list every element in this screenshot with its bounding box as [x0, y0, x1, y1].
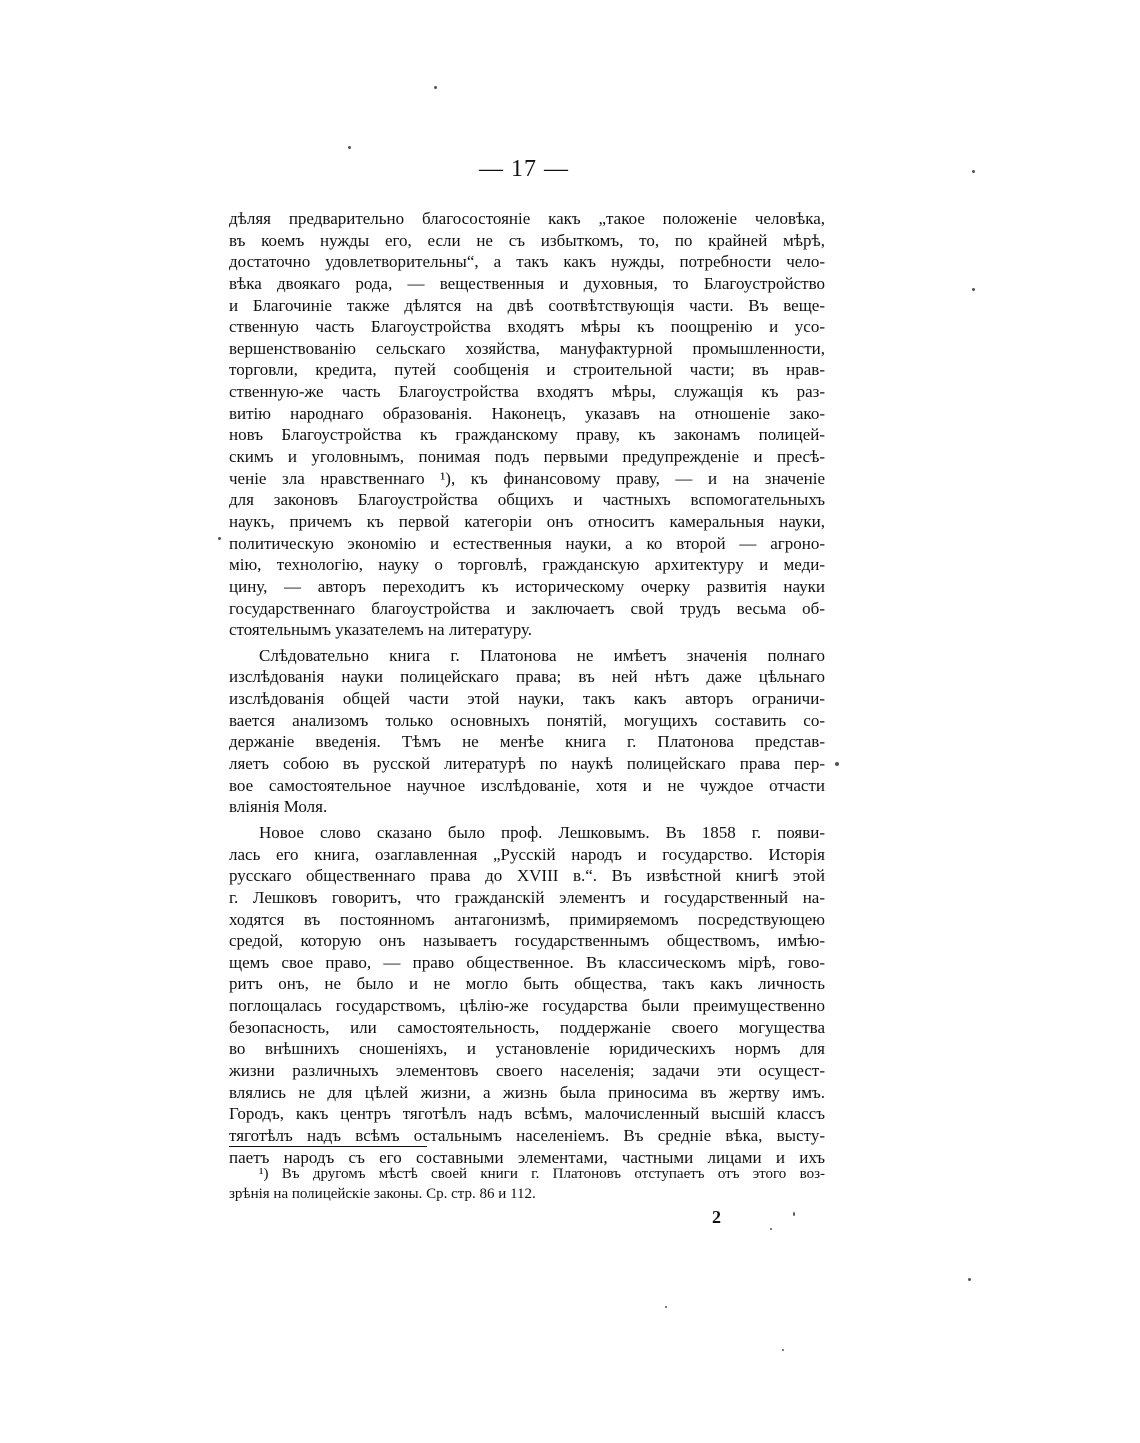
text-line: Городъ, какъ центръ тяготѣлъ надъ всѣмъ, малочисленный высшій классъ: [229, 1104, 825, 1124]
text-line: торговли, кредита, путей сообщенія и строительной части; въ нрав-: [229, 360, 825, 380]
text-line: ритъ онъ, не было и не могло быть общества, такъ какъ личность: [229, 974, 825, 994]
text-line: г. Лешковъ говоритъ, что гражданскій элементъ и государственный на-: [229, 887, 825, 907]
scan-speck: [434, 86, 437, 89]
text-line: ченіе зла нравственнаго ¹), къ финансовому праву, — и на значеніе: [229, 468, 825, 488]
footnote-line: зрѣнія на полицейскіе законы. Ср. стр. 86 и 112.: [229, 1186, 536, 1202]
signature-mark: 2: [712, 1207, 721, 1227]
scan-speck: [665, 1306, 667, 1308]
text-line: влялись не для цѣлей жизни, а жизнь была приносима въ жертву имъ.: [229, 1082, 825, 1102]
paragraph-3: [229, 822, 825, 1168]
scan-speck: [793, 1212, 795, 1216]
scan-speck: [218, 537, 221, 540]
scan-speck: [770, 1228, 772, 1230]
text-line: стоятельнымъ указателемъ на литературу.: [229, 620, 533, 640]
paragraph-1: [229, 208, 825, 641]
text-line: поглощалась государствомъ, цѣлію-же государства были преимущественно: [229, 996, 825, 1016]
text-line: наукъ, причемъ къ первой категоріи онъ относитъ камеральныя науки,: [229, 511, 825, 531]
text-line: Новое слово сказано было проф. Лешковымъ. Въ 1858 г. появи-: [259, 822, 825, 842]
text-line: изслѣдованія науки полицейскаго права; въ ней нѣтъ даже цѣльнаго: [229, 667, 825, 687]
text-line: для законовъ Благоустройства общихъ и частныхъ вспомогательныхъ: [229, 490, 825, 510]
text-line: вается анализомъ только основныхъ понятій, могущихъ составить со-: [229, 710, 825, 730]
text-line: ственную-же часть Благоустройства входятъ мѣры, служащія къ раз-: [229, 382, 825, 402]
text-line: ходятся въ постоянномъ антагонизмѣ, примиряемомъ посредствующею: [229, 909, 825, 929]
text-line: жизни различныхъ элементовъ своего населенія; задачи эти осущест-: [229, 1060, 825, 1080]
text-line: витію народнаго образованія. Наконецъ, указавъ на отношеніе зако-: [229, 403, 825, 423]
text-line: политическую экономію и естественныя науки, а ко второй — агроно-: [229, 533, 825, 553]
page-number: — 17 —: [479, 156, 569, 182]
scan-speck: [972, 170, 975, 173]
text-line: новъ Благоустройства къ гражданскому праву, къ законамъ полицей-: [229, 425, 825, 445]
text-line: щемъ свое право, — право общественное. Въ классическомъ мірѣ, гово-: [229, 952, 825, 972]
text-line: достаточно удовлетворительны“, а такъ какъ нужды, потребности чело-: [229, 252, 825, 272]
text-line: дѣляя предварительно благосостояніе какъ „такое положеніе человѣка,: [229, 209, 825, 228]
text-line: государственнаго благоустройства и заключаетъ свой трудъ весьма об-: [229, 598, 825, 618]
text-line: русскаго общественнаго права до XVIII в.“. Въ извѣстной книгѣ этой: [229, 866, 825, 886]
text-line: лась его книга, озаглавленная „Русскій народъ и государство. Исторія: [229, 844, 825, 864]
text-line: Слѣдовательно книга г. Платонова не имѣетъ значенія полнаго: [259, 645, 825, 665]
text-line: вліянія Моля.: [229, 797, 328, 817]
text-line: ственную часть Благоустройства входятъ мѣры къ поощренію и усо-: [229, 317, 825, 337]
scan-speck: [972, 288, 975, 291]
scan-speck: [782, 1349, 784, 1351]
paragraph-2: [229, 645, 825, 818]
text-line: тяготѣлъ надъ всѣмъ остальнымъ населеніемъ. Въ средніе вѣка, высту-: [229, 1125, 825, 1145]
text-line: цину, — авторъ переходитъ къ историческому очерку развитія науки: [229, 576, 825, 596]
footnotes: [229, 1164, 825, 1204]
text-line: мію, технологію, науку о торговлѣ, гражданскую архитектуру и меди-: [229, 555, 825, 575]
text-line: держаніе введенія. Тѣмъ не менѣе книга г. Платонова представ-: [229, 732, 825, 752]
body-text: [229, 208, 825, 1168]
text-line: скимъ и уголовнымъ, понимая подъ первыми предупрежденіе и пресѣ-: [229, 447, 825, 467]
footnote-line: ¹) Въ другомъ мѣстѣ своей книги г. Платоновъ отступаетъ отъ этого воз-: [259, 1166, 825, 1182]
text-line: изслѣдованія общей части этой науки, такъ какъ авторъ ограничи-: [229, 689, 825, 709]
text-line: средой, которую онъ называетъ государственнымъ обществомъ, имѣю-: [229, 931, 825, 951]
text-line: безопасность, или самостоятельность, поддержаніе своего могущества: [229, 1017, 825, 1037]
text-line: вое самостоятельное научное изслѣдованіе, хотя и не чуждое отчасти: [229, 775, 825, 795]
scan-speck: [348, 146, 351, 149]
footnote-divider: [229, 1146, 427, 1147]
text-line: вѣка двоякаго рода, — вещественныя и духовныя, то Благоустройство: [229, 273, 825, 293]
text-line: паетъ народъ съ его составными элементами, частными лицами и ихъ: [229, 1147, 825, 1167]
scan-speck: [835, 762, 839, 766]
scan-speck: [968, 1278, 971, 1281]
text-line: ляетъ собою въ русской литературѣ по наукѣ полицейскаго права пер-: [229, 754, 825, 774]
text-line: вершенствованію сельскаго хозяйства, мануфактурной промышленности,: [229, 338, 825, 358]
text-line: во внѣшнихъ сношеніяхъ, и установленіе юридическихъ нормъ для: [229, 1039, 825, 1059]
text-line: и Благочиніе также дѣлятся на двѣ соотвѣтствующія части. Въ веще-: [229, 295, 825, 315]
text-line: въ коемъ нужды его, если не съ избыткомъ, то, по крайней мѣрѣ,: [229, 230, 825, 250]
